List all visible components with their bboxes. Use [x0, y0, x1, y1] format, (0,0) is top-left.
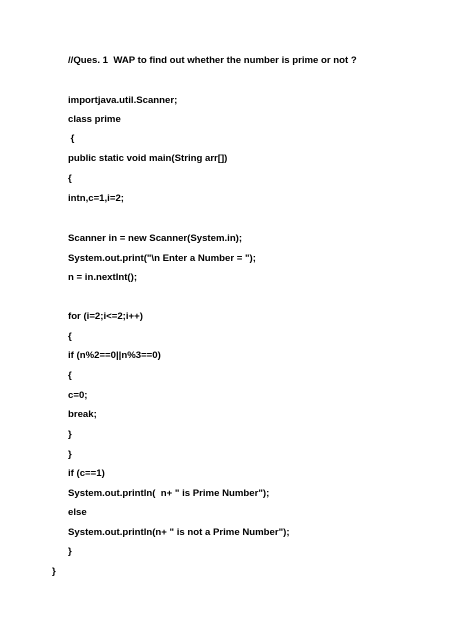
code-line-if-check: if (c==1) — [68, 468, 105, 479]
code-line-if: if (n%2==0||n%3==0) — [68, 350, 161, 361]
code-line-class: class prime — [68, 114, 121, 125]
code-line-main: public static void main(String arr[]) — [68, 153, 228, 164]
code-line-assign: c=0; — [68, 390, 88, 401]
code-line-for-open-brace: { — [68, 331, 72, 342]
code-line-class-close-brace: } — [52, 566, 56, 577]
code-line-import: importjava.util.Scanner; — [68, 95, 178, 106]
code-line-scanner: Scanner in = new Scanner(System.in); — [68, 233, 243, 244]
code-line-read: n = in.nextInt(); — [68, 272, 138, 283]
code-line-if-close-brace: } — [68, 429, 72, 440]
code-line-if-open-brace: { — [68, 370, 72, 381]
code-line-for-close-brace: } — [68, 449, 72, 460]
code-line-declare: intn,c=1,i=2; — [68, 193, 124, 204]
code-line-else: else — [68, 507, 87, 518]
code-line-print-not-prime: System.out.println(n+ " is not a Prime Number"); — [68, 527, 290, 538]
code-line-main-open-brace: { — [68, 173, 72, 184]
code-line-for: for (i=2;i<=2;i++) — [68, 311, 143, 322]
code-line-print-prime: System.out.println( n+ " is Prime Number"); — [68, 488, 270, 499]
code-line-class-open-brace: { — [68, 133, 75, 144]
code-line-break: break; — [68, 409, 97, 420]
question-heading: //Ques. 1 WAP to find out whether the number is prime or not ? — [68, 55, 357, 66]
code-line-prompt: System.out.print("\n Enter a Number = "); — [68, 253, 256, 264]
code-line-main-close-brace: } — [68, 546, 72, 557]
